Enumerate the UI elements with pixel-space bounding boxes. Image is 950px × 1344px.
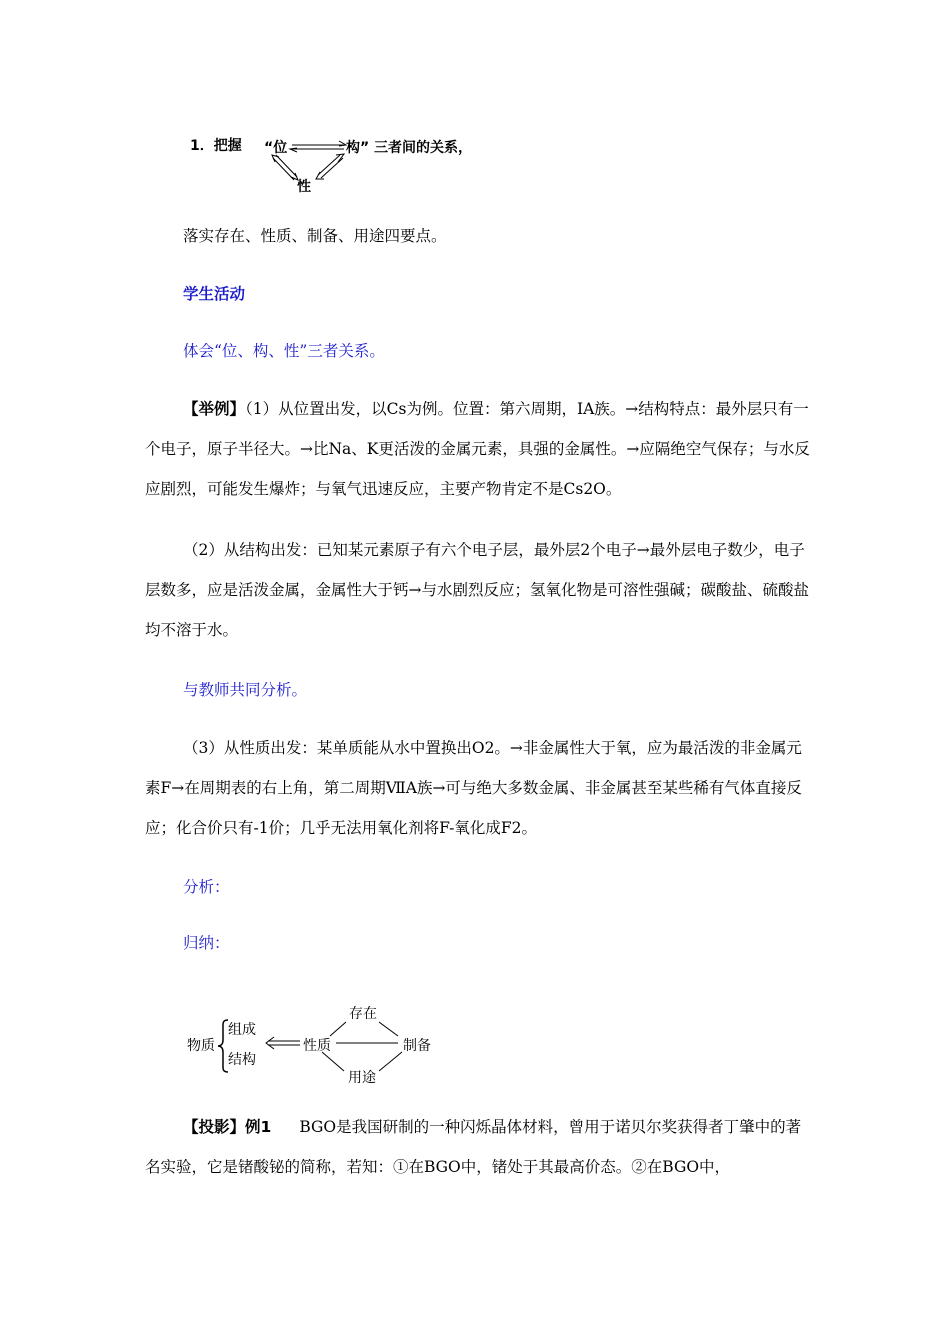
- use-label: 用途: [348, 1070, 376, 1086]
- summary-label: 归纳：: [183, 934, 230, 952]
- relation-text: 三者间的关系，: [374, 140, 472, 156]
- teacher-analysis-text: 与教师共同分析。: [183, 681, 308, 699]
- gou-label: 构”: [346, 140, 370, 156]
- substance-label: 物质: [187, 1038, 215, 1054]
- example-3: （3）从性质出发：某单质能从水中置换出O2。→非金属性大于氧，应为最活泼的非金属元素F→在周期表的右上角，第二周期ⅦA族→可与绝大多数金属、非金属甚至某些稀有气体直接反应；化合价只有-1价；几乎无法用氧化剂将F-氧化成F2。: [145, 739, 802, 837]
- projection-label: 【投影】: [183, 1117, 246, 1136]
- projection-example: [145, 1107, 815, 1187]
- diagram-connectors: [260, 1000, 440, 1090]
- activity-instruction: 体会“位、构、性”三者关系。: [183, 342, 385, 360]
- projection-text: BGO是我国研制的一种闪烁晶体材料，曾用于诺贝尔奖获得者丁肇中的著名实验，它是锗酸铋的简称，若知：①在BGO中，锗处于其最高价态。②在BGO中，: [145, 1118, 802, 1176]
- existence-label: 存在: [349, 1006, 377, 1022]
- property-label: 性质: [303, 1038, 331, 1054]
- preparation-label: 制备: [403, 1038, 431, 1054]
- structure-label: 结构: [228, 1052, 256, 1068]
- example-1-text: （1）从位置出发，以Cs为例。位置：第六周期，IA族。→结构特点：最外层只有一个电子，原子半径大。→比Na、K更活泼的金属元素，具强的金属性。→应隔绝空气保存；与水反应剧烈，可能发生爆炸；与氧气迅速反应，主要产物肯定不是Cs2O。: [145, 400, 810, 498]
- xing-label: 性: [297, 179, 311, 195]
- wei-label: “位: [264, 140, 288, 156]
- item-number: 1．把握: [190, 138, 242, 154]
- key-points-text: 落实存在、性质、制备、用途四要点。: [183, 227, 447, 245]
- analysis-label: 分析：: [183, 878, 230, 896]
- example-2: （2）从结构出发：已知某元素原子有六个电子层，最外层2个电子→最外层电子数少，电子层数多，应是活泼金属，金属性大于钙→与水剧烈反应；氢氧化物是可溶性强碱；碳酸盐、硫酸盐均不溶于水。: [145, 541, 809, 639]
- example-number: 例1: [245, 1118, 272, 1136]
- example-1: [145, 389, 815, 509]
- example-label: 【举例】: [183, 399, 246, 418]
- relation-arrows: [260, 135, 360, 195]
- composition-label: 组成: [228, 1022, 256, 1038]
- student-activity-heading: 学生活动: [183, 285, 246, 303]
